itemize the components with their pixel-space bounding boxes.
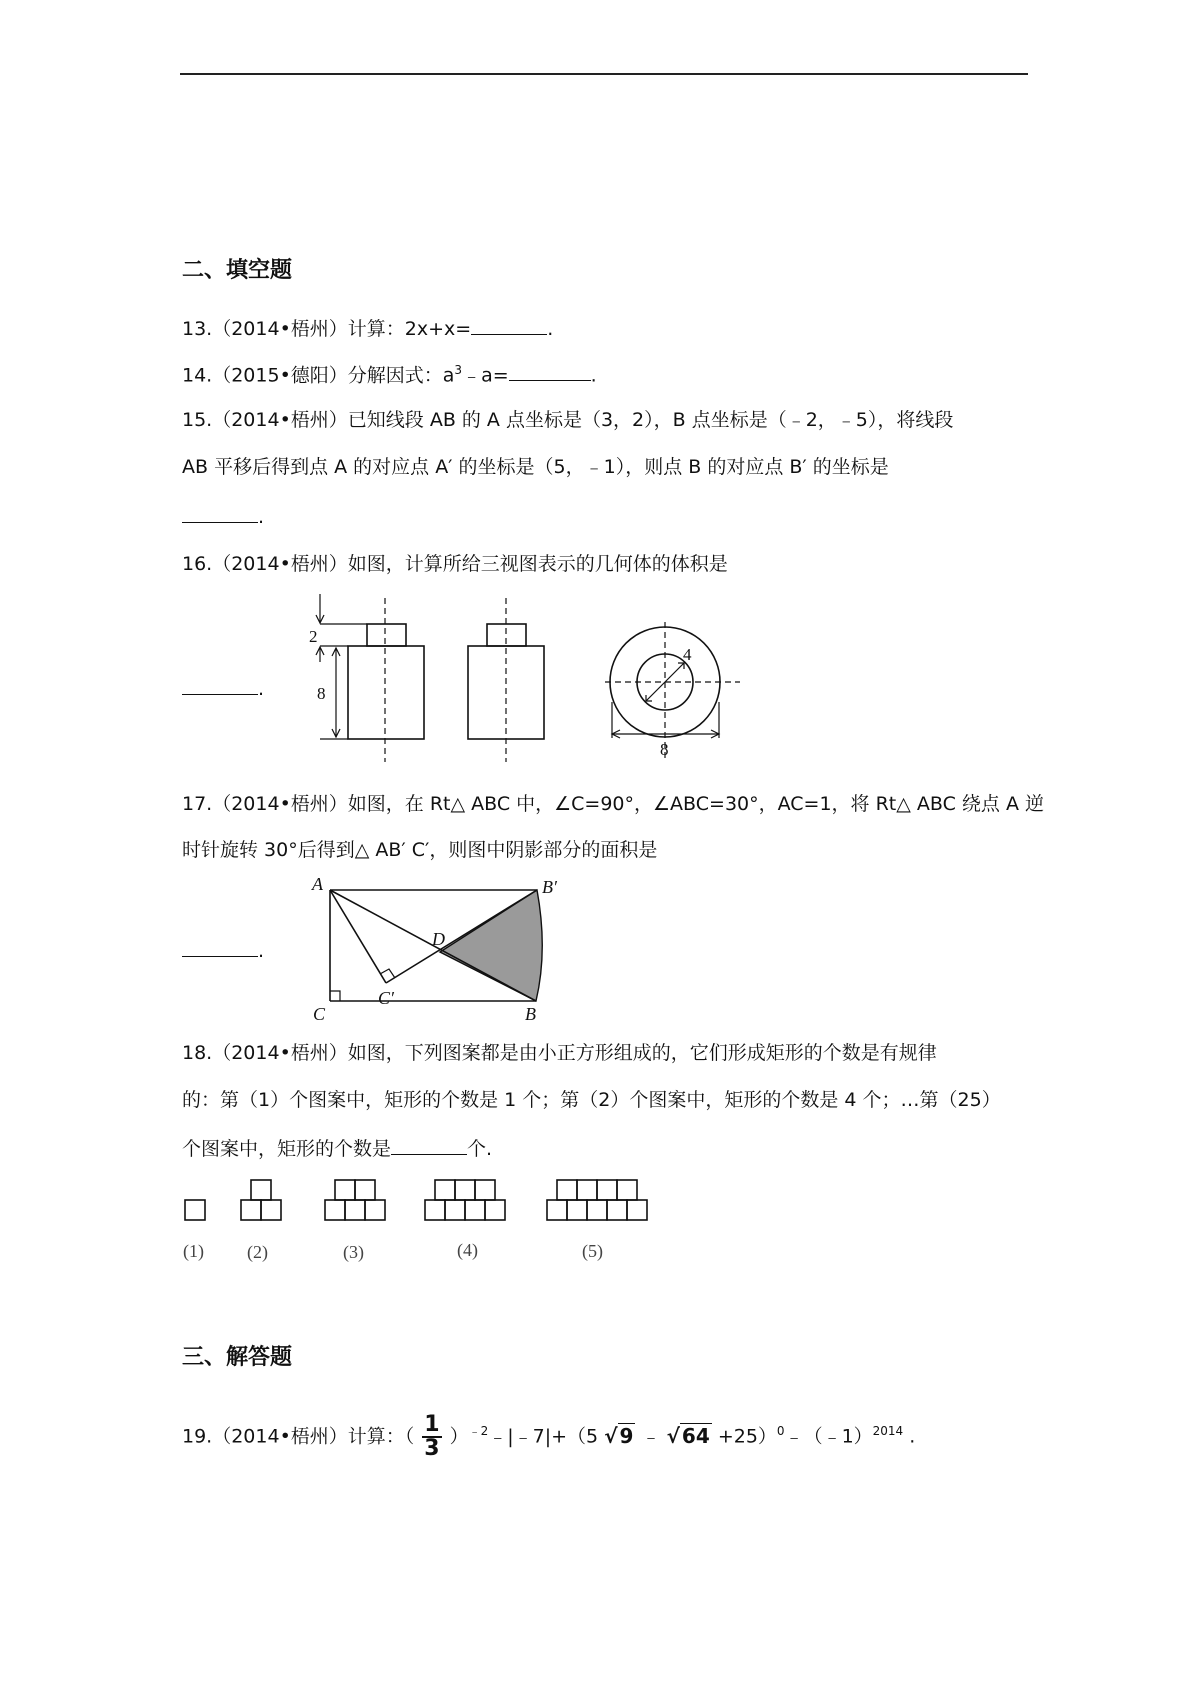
q19-text-3: +25） — [717, 1425, 777, 1448]
label-C: C — [313, 1004, 326, 1024]
question-13 — [182, 318, 553, 339]
label-2: 2 — [309, 627, 318, 646]
question-14 — [182, 364, 597, 385]
q14-text-mid: ﹣a= — [462, 364, 509, 387]
q19-suffix: . — [909, 1425, 916, 1448]
q19-text: 19.（2014•梧州）计算：（ — [182, 1425, 415, 1448]
rotation-figure — [300, 875, 570, 1025]
q18-text: 个图案中，矩形的个数是 — [182, 1138, 392, 1160]
label-8-bottom: 8 — [660, 740, 669, 759]
header-rule — [180, 73, 1028, 75]
front-view-top — [367, 624, 406, 646]
q17-line1: 17.（2014•梧州）如图，在 Rt△ ABC 中，∠C=90°，∠ABC=30°，AC=1，将 Rt△ ABC 绕点 A 逆 — [182, 793, 1044, 815]
pattern-4 — [425, 1180, 505, 1220]
answer-blank[interactable] — [182, 678, 258, 695]
section-title-fill-in: 二、填空题 — [182, 258, 293, 283]
fraction-denominator: 3 — [424, 1436, 440, 1461]
q18-line2: 的：第（1）个图案中，矩形的个数是 1 个；第（2）个图案中，矩形的个数是 4 个；…第（25） — [182, 1089, 1001, 1111]
q19-exponent-3: 2014 — [872, 1424, 904, 1439]
label-B-prime: B′ — [542, 877, 557, 897]
answer-blank[interactable] — [509, 364, 591, 381]
q13-text: 13.（2014•梧州）计算：2x+x= — [182, 318, 472, 340]
pattern-3 — [325, 1180, 385, 1220]
q15-line1: 15.（2014•梧州）已知线段 AB 的 A 点坐标是（3，2），B 点坐标是（﹣2，﹣5），将线段 — [182, 409, 954, 431]
front-view-body — [348, 646, 424, 739]
q16-text: 16.（2014•梧州）如图，计算所给三视图表示的几何体的体积是 — [182, 553, 728, 575]
three-view-figure — [300, 592, 760, 767]
pattern-label-3: (3) — [343, 1242, 364, 1262]
square-patterns-figure — [180, 1170, 680, 1266]
answer-blank[interactable] — [182, 506, 258, 523]
label-A: A — [312, 875, 323, 894]
question-19 — [182, 1414, 915, 1460]
right-angle-C — [330, 991, 340, 1001]
pattern-label-4: (4) — [457, 1240, 478, 1260]
side-AC-prime — [330, 890, 386, 983]
label-C-prime: C′ — [378, 988, 394, 1008]
pattern-5 — [547, 1180, 647, 1220]
q15-line2: AB 平移后得到点 A 的对应点 A′ 的坐标是（5，﹣1），则点 B 的对应点 B′ 的坐标是 — [182, 456, 889, 478]
q18-suffix: 个. — [467, 1138, 493, 1160]
q15-suffix: . — [258, 506, 265, 528]
answer-blank[interactable] — [471, 318, 547, 335]
q18-line3 — [182, 1138, 492, 1159]
pattern-label-5: (5) — [582, 1241, 603, 1261]
answer-blank[interactable] — [182, 940, 258, 957]
pattern-label-1: (1) — [183, 1241, 204, 1261]
q16-suffix: . — [258, 678, 265, 700]
answer-blank[interactable] — [391, 1138, 467, 1155]
label-B: B — [525, 1004, 536, 1024]
q17-suffix: . — [258, 940, 265, 962]
q18-line1: 18.（2014•梧州）如图，下列图案都是由小正方形组成的，它们形成矩形的个数是有规律 — [182, 1042, 937, 1064]
q16-answer-line — [182, 678, 264, 699]
pattern-1 — [185, 1200, 205, 1220]
q19-minus: ﹣ — [641, 1425, 661, 1448]
label-D: D — [432, 929, 445, 949]
q17-line2: 时针旋转 30°后得到△ AB′ C′，则图中阴影部分的面积是 — [182, 839, 658, 861]
q19-text-2: ﹣|﹣7|+（5 — [488, 1425, 599, 1448]
q17-answer-line — [182, 940, 264, 961]
q19-paren: ） — [449, 1425, 469, 1448]
shaded-region — [440, 890, 542, 1001]
q19-exponent-1: ﹣2 — [468, 1424, 489, 1439]
sqrt-9: √ 9 — [604, 1423, 634, 1448]
label-4: 4 — [683, 645, 692, 664]
q19-text-4: ﹣（﹣1） — [784, 1425, 873, 1448]
section-title-solve: 三、解答题 — [182, 1345, 293, 1370]
pattern-label-2: (2) — [247, 1242, 268, 1262]
q15-line3 — [182, 506, 264, 527]
pattern-2 — [241, 1180, 281, 1220]
q14-exponent: 3 — [454, 363, 463, 377]
label-8-left: 8 — [317, 684, 326, 703]
q19-exponent-2: 0 — [776, 1424, 785, 1439]
q13-suffix: . — [547, 318, 554, 340]
q14-text: 14.（2015•德阳）分解因式：a — [182, 364, 455, 387]
fraction-numerator: 1 — [424, 1412, 440, 1437]
q14-suffix: . — [590, 364, 597, 387]
fraction-one-third — [422, 1414, 441, 1460]
sqrt-64: √ 64 — [666, 1423, 710, 1448]
